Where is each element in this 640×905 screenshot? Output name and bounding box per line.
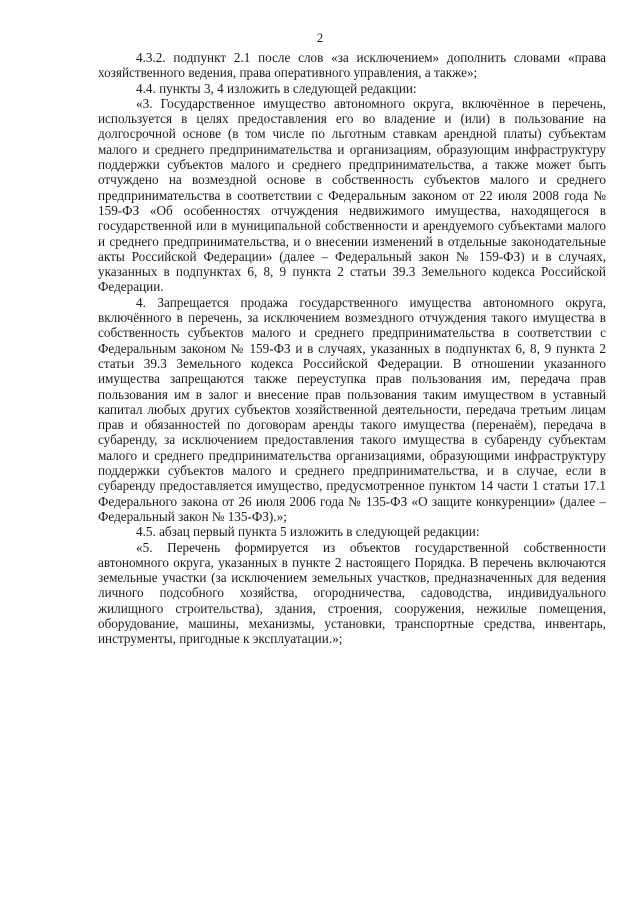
paragraph-4-3-2: 4.3.2. подпункт 2.1 после слов «за исключением» дополнить словами «права хозяйственного ведения, права оперативного управления, а также»;	[98, 50, 606, 81]
paragraph-4-5: 4.5. абзац первый пункта 5 изложить в следующей редакции:	[136, 524, 480, 540]
paragraph-4-4: 4.4. пункты 3, 4 изложить в следующей редакции:	[136, 80, 417, 96]
document-body	[98, 50, 606, 647]
paragraph-item-4: 4. Запрещается продажа государственного имущества автономного округа, включённого в перечень, за исключением возмездного отчуждения такого имущества в собственность субъектов малого и среднего предпринимательства в соответствии с Федеральным законом № 159-ФЗ и в случаях, указанных в подпунктах 6, 8, 9 пункта 2 статьи 39.3 Земельного кодекса Российской Федерации. В отношении указанного имущества запрещаются также переуступка прав пользования им, передача прав пользования им в залог и внесение прав пользования таким имуществом в уставный капитал любых других субъектов хозяйственной деятельности, передача третьим лицам прав и обязанностей по договорам аренды такого имущества (перенаём), передача в субаренду, за исключением предоставления такого имущества в субаренду субъектам малого и среднего предпринимательства организациями, образующими инфраструктуру поддержки субъектов малого и среднего предпринимательства, и в случае, если в субаренду предоставляется имущество, предусмотренное пунктом 14 части 1 статьи 17.1 Федерального закона от 26 июля 2006 года № 135-ФЗ «О защите конкуренции» (далее – Федеральный закон № 135-ФЗ).»;	[98, 294, 606, 524]
page-number: 2	[316, 31, 324, 45]
paragraph-item-5: «5. Перечень формируется из объектов государственной собственности автономного округа, указанных в пункте 2 настоящего Порядка. В перечень включаются земельные участки (за исключением земельных участков, предназначенных для ведения личного подсобного хозяйства, огородничества, садоводства, индивидуального жилищного строительства), здания, строения, сооружения, нежилые помещения, оборудование, машины, механизмы, установки, транспортные средства, инвентарь, инструменты, пригодные к эксплуатации.»;	[98, 539, 606, 647]
paragraph-item-3: «3. Государственное имущество автономного округа, включённое в перечень, используется в целях предоставления его во владение и (или) в пользование на долгосрочной основе (в том числе по льготным ставкам арендной платы) субъектам малого и среднего предпринимательства и организациям, образующим инфраструктуру поддержки субъектов малого и среднего предпринимательства, а также может быть отчуждено на возмездной основе в собственность субъектов малого и среднего предпринимательства в соответствии с Федеральным законом от 22 июля 2008 года № 159-ФЗ «Об особенностях отчуждения недвижимого имущества, находящегося в государственной или в муниципальной собственности и арендуемого субъектами малого и среднего предпринимательства, и о внесении изменений в отдельные законодательные акты Российской Федерации» (далее – Федеральный закон № 159-ФЗ) и в случаях, указанных в подпунктах 6, 8, 9 пункта 2 статьи 39.3 Земельного кодекса Российской Федерации.	[98, 95, 606, 295]
